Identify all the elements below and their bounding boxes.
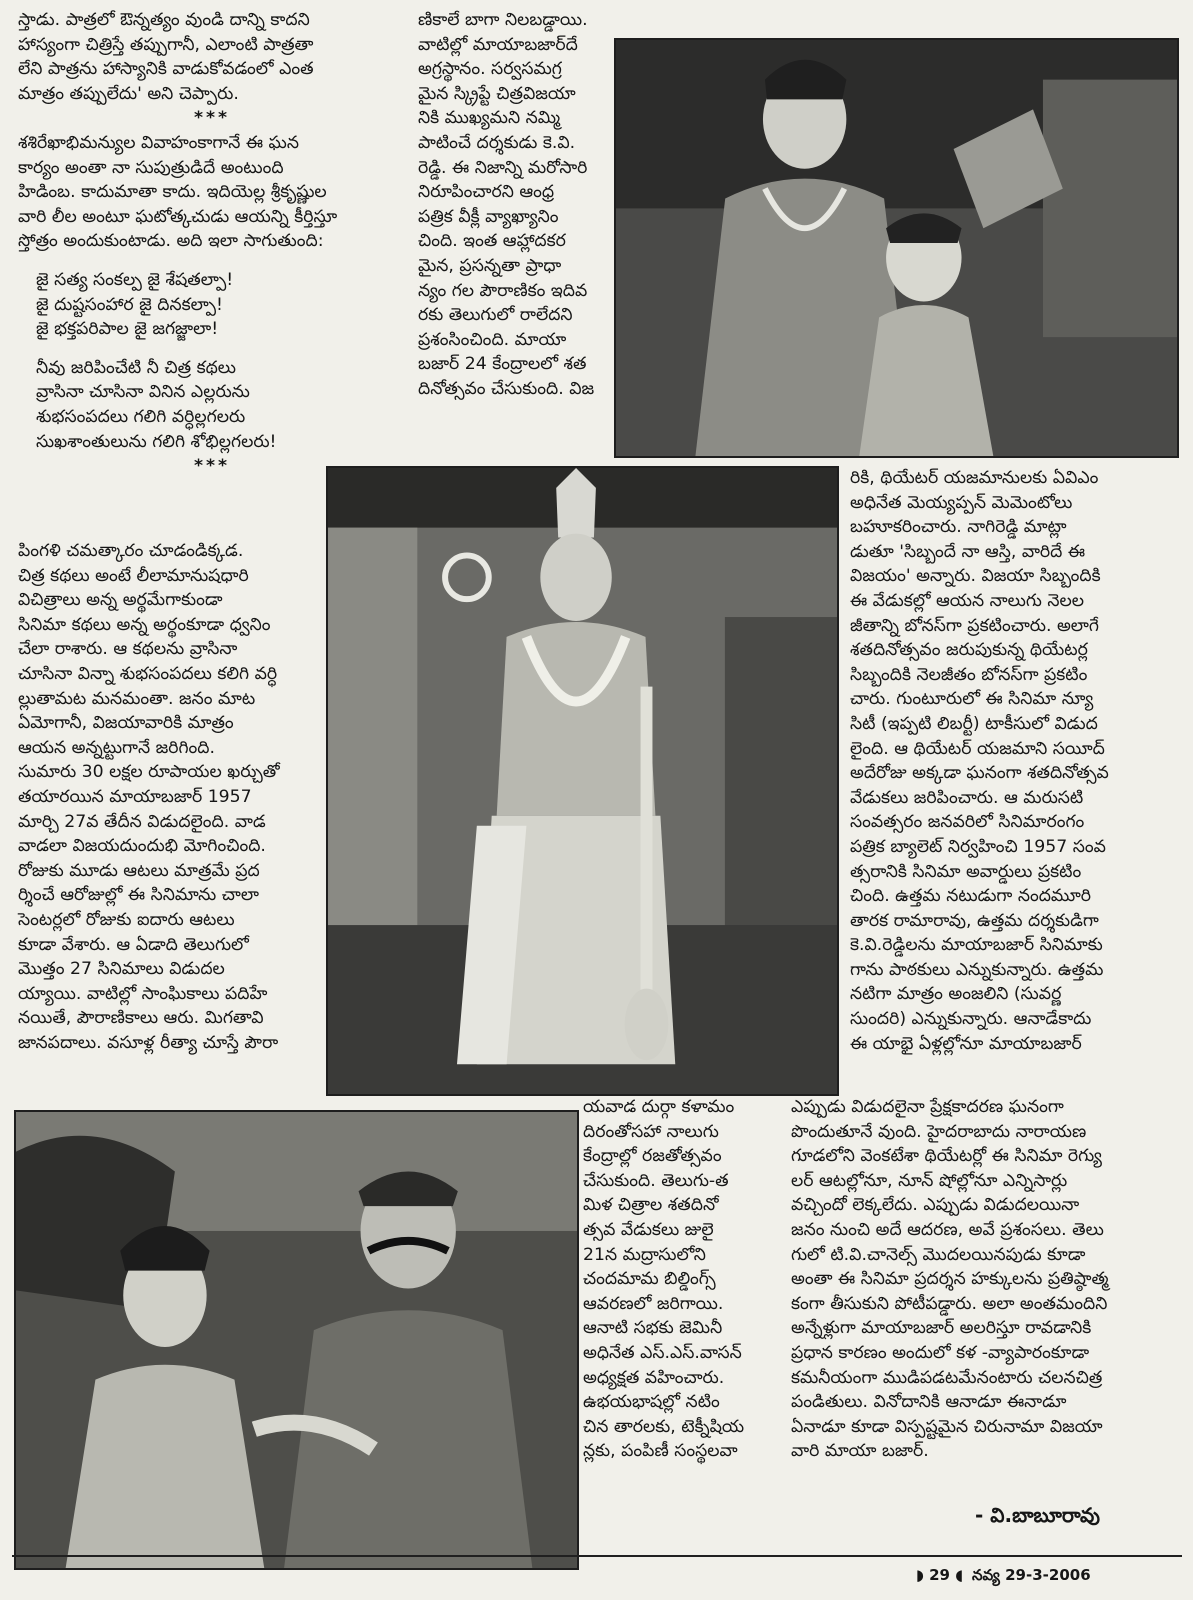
text-line: రికి, థియేటర్ యజమానులకు ఏవిఎం [850,468,1099,488]
text-line: య్యాయి. వాటిల్లో సాంఘికాలు పదిహే [18,983,268,1004]
text-line: రకు తెలుగులో రాలేదని [418,305,573,326]
text-line: తయారయిన మాయాబజార్ 1957 [18,786,252,807]
text-line: స్తాడు. పాత్రలో ఔన్నత్యం వుండి దాన్ని కాదని [18,10,310,30]
text-line: దిరంతోసహా నాలుగు [583,1121,719,1142]
text-line: చేలా రాశారు. ఆ కథలను వ్రాసినా [18,639,238,660]
film-still-photo-top [614,38,1179,458]
text-line: మిళ చిత్రాల శతదినో [583,1195,719,1216]
text-line: 21న మద్రాసులోని [583,1244,706,1265]
text-line: ప్రధాన కారణం అందులో కళ -వ్యాపారంకూడా [791,1342,1090,1363]
text-line: సెంటర్లలో రోజుకు ఐదారు ఆటలు [18,909,235,930]
text-line: అధినేత మెయ్యప్పన్ మెమెంటోలు [850,492,1073,513]
film-still-photo-bottom [14,1110,579,1570]
text-line: కూడా వేశారు. ఆ ఏడాది తెలుగులో [18,934,249,955]
text-line: విజయం' అన్నారు. విజయా సిబ్బందికి [850,566,1101,587]
text-line: సినిమా కథలు అన్న అర్థంకూడా ధ్వనిం [18,614,271,635]
text-line: అదేరోజు అక్కడా ఘనంగా శతదినోత్సవ [850,763,1109,784]
text-line: అన్నేళ్లుగా మాయాబజార్ అలరిస్తూ రావడానికి [791,1318,1092,1339]
text-line: డుతూ 'సిబ్బందే నా ఆస్తి, వారిదే ఈ [850,541,1086,562]
text-line: పత్రిక వీక్లీ వ్యాఖ్యానిం [418,206,559,227]
poem-line: జై భక్తపరిపాల జై జగజ్జాలా! [36,319,219,340]
author-signature: - వి.బాబూరావు [975,1503,1100,1527]
text-line: పింగళి చమత్కారం చూడండిక్కడ. [18,541,244,561]
text-line: ఆవరణలో జరిగాయి. [583,1293,724,1314]
article-column-right-bottom [791,1095,1178,1464]
text-line: చారు. గుంటూరులో ఈ సినిమా న్యూ [850,689,1094,710]
text-line: చేసుకుంది. తెలుగు-త [583,1170,729,1191]
text-line: హాస్యంగా చిత్రిస్తే తప్పుగానీ, ఎలాంటి పాత్రతా [18,34,314,55]
poem-line: నీవు జరిపించేటి నీ చిత్ర కథలు [36,357,237,378]
text-line: జానపదాలు. వసూళ్ల రీత్యా చూస్తే పౌరా [18,1032,279,1053]
text-line: ఎప్పుడు విడుదలైనా ప్రేక్షకాదరణ ఘనంగా [791,1097,1064,1117]
text-line: రోజుకు మూడు ఆటలు మాత్రమే ప్రద [18,860,260,881]
text-line: కార్యం అంతా నా సుపుత్రుడిదే అంటుంది [18,157,284,178]
text-line: స్తోత్రం అందుకుంటాడు. అది ఇలా సాగుతుంది: [18,231,324,252]
text-line: జనం నుంచి అదే ఆదరణ, అవే ప్రశంసలు. తెలు [791,1219,1104,1240]
text-line: విచిత్రాలు అన్న అర్థమేగాకుండా [18,590,223,611]
text-line: ల్లుతామట మనమంతా. జనం మాట [18,688,256,709]
text-line: ఈ యాభై ఏళ్లల్లోనూ మాయాబజార్ [850,1033,1082,1054]
text-line: బజార్ 24 కేంద్రాలలో శత [418,354,587,375]
text-line: వాడలా విజయదుందుభి మోగించింది. [18,836,266,857]
text-line: అధ్యక్షత వహించారు. [583,1367,725,1388]
text-line: శతదినోత్సవం జరుపుకున్న థియేటర్ల [850,640,1088,661]
text-line: న్లకు, పంపిణీ సంస్థలవా [583,1441,738,1462]
page-number: 29 [929,1566,950,1584]
text-line: నయితే, పౌరాణికాలు ఆరు. మిగతావి [18,1008,264,1029]
text-line: నటిగా మాత్రం అంజలిని (సువర్ణ [850,984,1062,1005]
text-line: సుమారు 30 లక్షల రూపాయల ఖర్చుతో [18,762,280,783]
text-line: సిటీ (ఇప్పటి లిబర్టీ) టాకీసులో విడుద [850,713,1098,734]
text-line: కమనీయంగా ముడిపడటమేనంటారు చలనచిత్ర [791,1367,1103,1388]
poem-line: జై దుష్టసంహార జై దినకల్పా! [36,294,223,315]
text-line: జీతాన్ని బోనస్‌గా ప్రకటించారు. అలాగే [850,615,1099,636]
text-line: శశిరేఖాభిమన్యుల వివాహంకాగానే ఈ ఘన [18,132,299,153]
text-line: పాటించే దర్శకుడు కె.వి. [418,132,576,153]
text-line: ఉభయభాషల్లో నటిం [583,1392,720,1413]
text-line: ఏనాడూ కూడా విస్పష్టమైన చిరునామా విజయా [791,1416,1103,1437]
text-line: ఆనాటి సభకు జెమినీ [583,1318,723,1339]
footer-page-number: ◗ 29 ◖ [916,1566,964,1584]
article-column-center-top [418,8,612,402]
text-line: కేంద్రాల్లో రజతోత్సవం [583,1146,722,1167]
text-line: మార్చి 27వ తేదీన విడుదలైంది. వాడ [18,811,266,832]
text-line: అధినేత ఎస్.ఎస్.వాసన్ [583,1342,742,1363]
text-line: వారి మాయా బజార్. [791,1441,929,1462]
article-column-left-middle [18,539,318,1055]
text-line: తారక రామారావు, ఉత్తమ దర్శకుడిగా [850,910,1099,931]
text-line: చిత్ర కథలు అంటే లీలామానుషధారి [18,565,249,586]
text-line: కంగా తీసుకుని పోటీపడ్డారు. అలా అంతమందిని [791,1293,1108,1314]
text-line: గులో టి.వి.చానెల్స్ మొదలయినపుడు కూడా [791,1244,1086,1265]
text-line: నికి ముఖ్యమని నమ్మి [418,108,561,129]
text-line: హిడింబ. కాదుమాతా కాదు. ఇదియెల్ల శ్రీకృష్ణుల [18,182,327,203]
text-line: పత్రిక బ్యాలెట్ నిర్వహించి 1957 సంవ [850,836,1106,857]
poem-line: సుఖశాంతులును గలిగి శోభిల్లగలరు! [36,431,277,452]
text-line: దినోత్సవం చేసుకుంది. విజ [418,378,595,399]
section-separator: *** [193,456,231,477]
film-still-photo-center [326,466,839,1096]
text-line: వచ్చిందో లెక్కలేదు. ఎప్పుడు విడుదలయినా [791,1195,1080,1216]
poem-line: శుభసంపదలు గలిగి వర్ధిల్లగలరు [36,406,246,427]
text-line: చూసినా విన్నా శుభసంపదలు కలిగి వర్ధి [18,663,278,684]
section-separator: *** [193,108,231,129]
text-line: న్యం గల పౌరాణికం ఇదివ [418,280,588,301]
text-line: చింది. ఉత్తమ నటుడుగా నందమూరి [850,886,1091,907]
text-line: యవాడ దుర్గా కళామం [583,1097,735,1117]
text-line: వారి లీల అంటూ ఘటోత్కచుడు ఆయన్ని కీర్తిస్తూ [18,206,338,227]
article-column-left-top [18,8,406,479]
text-line: గూడలోని వెంకటేశా థియేటర్లో ఈ సినిమా రెగ్యు [791,1146,1102,1167]
text-line: లర్ ఆటల్లోనూ, నూన్ షోల్లోనూ ఎన్నిసార్లు [791,1170,1068,1191]
text-line: బహూకరించారు. నాగిరెడ్డి మాట్లా [850,517,1067,538]
text-line: లైంది. ఆ థియేటర్ యజమాని సయీద్ [850,738,1105,759]
text-line: నిరూపించారని ఆంధ్ర [418,182,555,203]
text-line: ఆయన అన్నట్టుగానే జరిగింది. [18,737,215,758]
poem-line: జై సత్య సంకల్ప జై శేషతల్పా! [36,269,234,290]
text-line: కె.వి.రెడ్డిలను మాయాబజార్ సినిమాకు [850,935,1103,956]
article-column-center-bottom [583,1095,779,1464]
text-line: ర్శించే ఆరోజుల్లో ఈ సినిమాను చాలా [18,885,259,906]
text-line: గాను పాఠకులు ఎన్నుకున్నారు. ఉత్తమ [850,959,1104,980]
text-line: పండితులు. వినోదానికి ఆనాడూ ఈనాడూ [791,1392,1067,1413]
text-line: ప్రశంసించింది. మాయా [418,329,567,350]
text-line: ణికాలే బాగా నిలబడ్డాయి. [418,10,588,30]
text-line: మొత్తం 27 సినిమాలు విడుదల [18,959,225,980]
article-column-right-middle [850,466,1178,1056]
text-line: అంతా ఈ సినిమా ప్రదర్శన హక్కులను ప్రతిష్ఠాత్మ [791,1269,1109,1290]
text-line: లేని పాత్రను హాస్యానికి వాడుకోవడంలో ఎంత [18,59,314,80]
text-line: సంవత్సరం జనవరిలో సినిమారంగం [850,812,1085,833]
text-line: మైన, ప్రసన్నతా ప్రాధా [418,255,562,276]
text-line: చందమామ బిల్డింగ్స్ [583,1269,716,1290]
text-line: చిన తారలకు, టెక్నీషియ [583,1416,745,1437]
text-line: ఈ వేడుకల్లో ఆయన నాలుగు నెలల [850,590,1085,611]
text-line: సిబ్బందికి నెలజీతం బోనస్‌గా ప్రకటిం [850,664,1088,685]
text-line: పొందుతూనే వుంది. హైదరాబాదు నారాయణ [791,1121,1087,1142]
text-line: మైన స్క్రిప్టే చిత్రవిజయా [418,83,576,104]
poem-line: వ్రాసినా చూసినా వినిన ఎల్లరును [36,382,250,403]
text-line: త్సరానికి సినిమా అవార్డులు ప్రకటిం [850,861,1082,882]
text-line: త్సవ వేడుకలు జులై [583,1219,714,1240]
text-line: వేడుకలు జరిపించారు. ఆ మరుసటి [850,787,1084,808]
text-line: మాత్రం తప్పులేదు' అని చెప్పారు. [18,83,239,104]
footer-magazine-date: నవ్య 29-3-2006 [972,1566,1091,1584]
footer-rule [12,1555,1182,1557]
text-line: సుందరి) ఎన్నుకున్నారు. ఆనాడేకాదు [850,1009,1092,1030]
text-line: వాటిల్లో మాయాబజార్‌దే [418,34,578,55]
text-line: చింది. ఇంత ఆహ్లాదకర [418,231,566,252]
text-line: అగ్రస్థానం. సర్వసమగ్ర [418,59,562,80]
text-line: రెడ్డి. ఈ నిజాన్ని మరోసారి [418,157,588,178]
text-line: ఏమోగానీ, విజయావారికి మాత్రం [18,713,234,734]
